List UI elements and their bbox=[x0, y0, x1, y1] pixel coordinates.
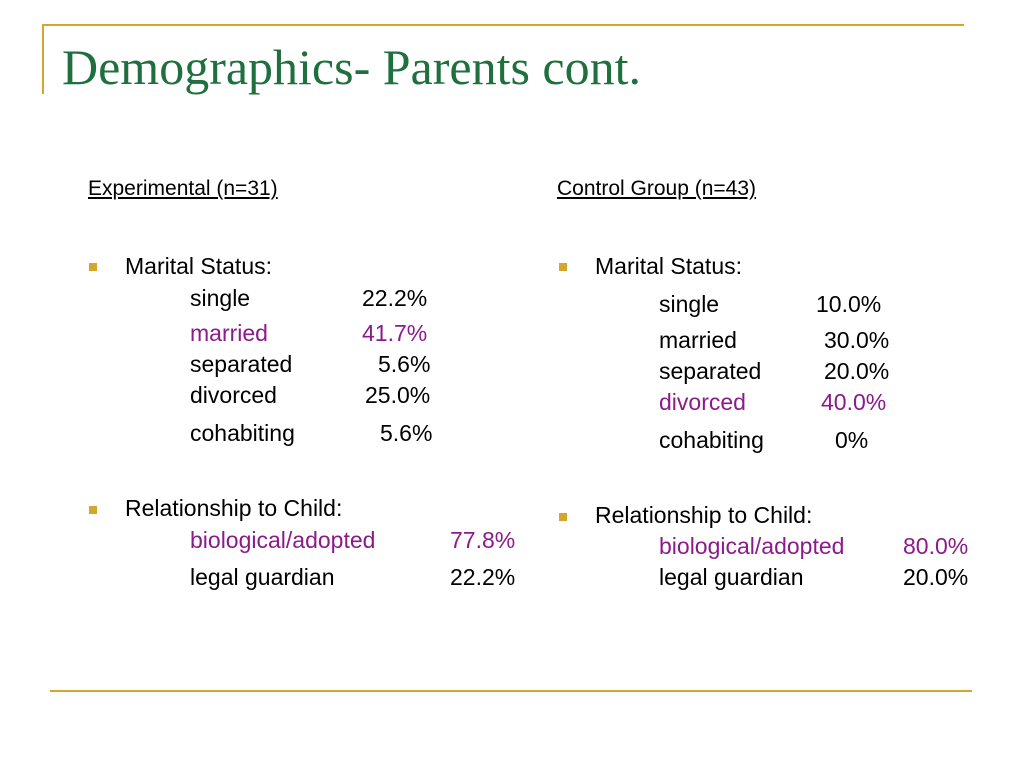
experimental-header: Experimental (n=31) bbox=[88, 177, 278, 200]
experimental-relationship-label: Relationship to Child: bbox=[125, 495, 343, 521]
left-rule bbox=[42, 24, 44, 94]
bottom-rule bbox=[50, 690, 972, 692]
control-header: Control Group (n=43) bbox=[557, 177, 757, 200]
square-bullet-icon bbox=[559, 513, 567, 521]
control-relationship-label: Relationship to Child: bbox=[595, 502, 813, 528]
square-bullet-icon bbox=[89, 506, 97, 514]
square-bullet-icon bbox=[559, 263, 567, 271]
slide-title: Demographics- Parents cont. bbox=[62, 39, 642, 95]
top-rule bbox=[42, 24, 964, 26]
square-bullet-icon bbox=[89, 263, 97, 271]
control-marital-label: Marital Status: bbox=[595, 253, 742, 279]
experimental-marital-label: Marital Status: bbox=[125, 253, 272, 279]
